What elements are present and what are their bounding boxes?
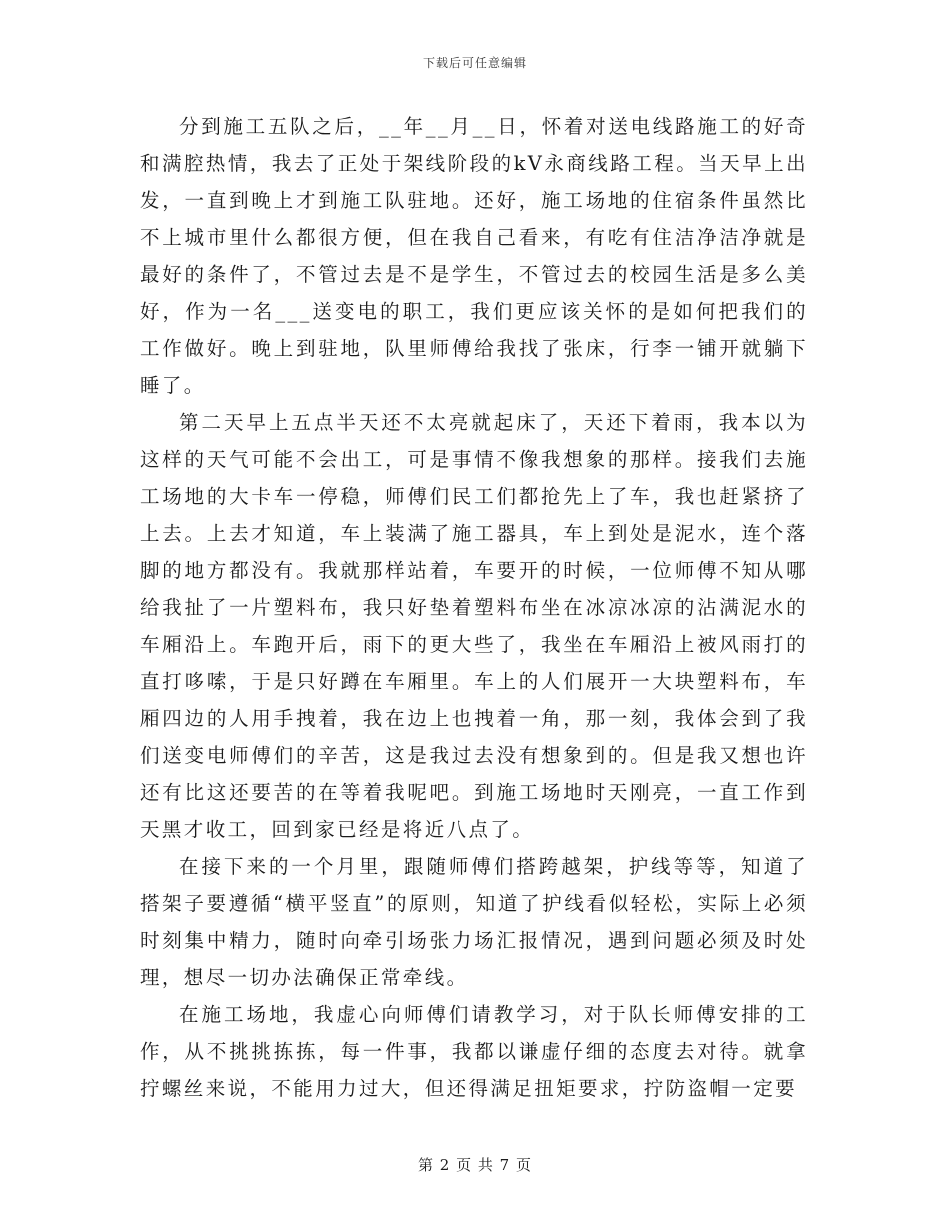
paragraph-1: 分到施工五队之后，__年__月__日，怀着对送电线路施工的好奇和满腔热情，我去了正处于架线阶段的kV永商线路工程。当天早上出发，一直到晚上才到施工队驻地。还好，施工场地的住宿条件虽然比不上城市里什么都很方便，但在我自己看来，有吃有住洁净洁净就是最好的条件了，不管过去是不是学生，不管过去的校园生活是多么美好，作为一名___送变电的职工，我们更应该关怀的是如何把我们的工作做好。晚上到驻地，队里师傅给我找了张床，行李一铺开就躺下睡了。 bbox=[140, 115, 808, 397]
paragraph-3: 在接下来的一个月里，跟随师傅们搭跨越架，护线等等，知道了搭架子要遵循“横平竖直”的原则，知道了护线看似轻松，实际上必须时刻集中精力，随时向牵引场张力场汇报情况，遇到问题必须及时处理，想尽一切办法确保正常牵线。 bbox=[140, 855, 808, 989]
paragraph-2: 第二天早上五点半天还不太亮就起床了，天还下着雨，我本以为这样的天气可能不会出工，可是事情不像我想象的那样。接我们去施工场地的大卡车一停稳，师傅们民工们都抢先上了车，我也赶紧挤了上去。上去才知道，车上装满了施工器具，车上到处是泥水，连个落脚的地方都没有。我就那样站着，车要开的时候，一位师傅不知从哪给我扯了一片塑料布，我只好垫着塑料布坐在冰凉冰凉的沾满泥水的车厢沿上。车跑开后，雨下的更大些了，我坐在车厢沿上被风雨打的直打哆嗦，于是只好蹲在车厢里。车上的人们展开一大块塑料布，车厢四边的人用手拽着，我在边上也拽着一角，那一刻，我体会到了我们送变电师傅们的辛苦，这是我过去没有想象到的。但是我又想也许还有比这还要苦的在等着我呢吧。到施工场地时天刚亮，一直工作到天黑才收工，回到家已经是将近八点了。 bbox=[140, 411, 808, 841]
paragraph-4: 在施工场地，我虚心向师傅们请教学习，对于队长师傅安排的工作，从不挑挑拣拣，每一件事，我都以谦虚仔细的态度去对待。就拿拧螺丝来说，不能用力过大，但还得满足扭矩要求，拧防盗帽一定要 bbox=[140, 1003, 808, 1100]
page-number: 第 2 页 共 7 页 bbox=[418, 1156, 532, 1174]
page-header: 下载后可任意编辑 bbox=[422, 56, 527, 70]
document-body bbox=[140, 108, 808, 1107]
